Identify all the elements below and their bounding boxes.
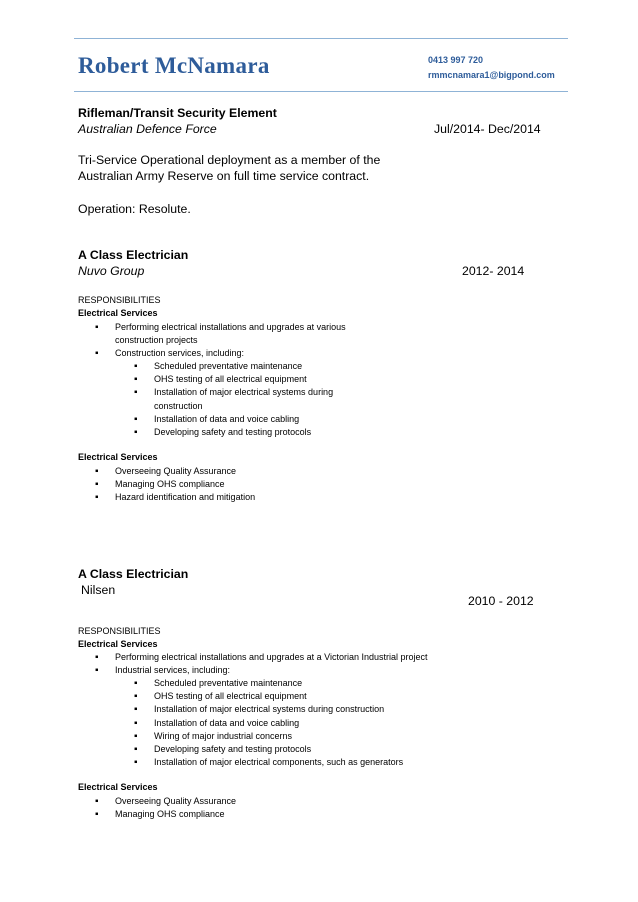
job3-org: Nilsen: [81, 583, 116, 597]
list-item: ▪ Wiring of major industrial concerns: [154, 730, 403, 743]
job2-org: Nuvo Group: [78, 264, 145, 278]
list-item: ▪ Installation of data and voice cabling: [154, 717, 403, 730]
header-top-rule: [74, 38, 568, 39]
list-item: ▪ Developing safety and testing protocols: [154, 743, 403, 756]
job3-dates: 2010 - 2012: [468, 594, 534, 608]
job2-section1-heading: Electrical Services: [78, 308, 158, 318]
list-item: ▪ Performing electrical installations and upgrades at various construction projects: [115, 321, 346, 347]
job3-bullets-sub: [154, 677, 403, 769]
job2-title: A Class Electrician: [78, 248, 189, 262]
list-item: ▪ Hazard identification and mitigation: [115, 491, 255, 504]
job2-section2-heading: Electrical Services: [78, 452, 158, 462]
list-item: ▪ OHS testing of all electrical equipment: [154, 373, 333, 386]
job1-title: Rifleman/Transit Security Element: [78, 106, 277, 120]
list-item: ▪ Industrial services, including:: [115, 664, 428, 677]
job3-responsibilities-heading: RESPONSIBILITIES: [78, 626, 161, 636]
job1-operation: Operation: Resolute.: [78, 202, 191, 216]
job2-dates: 2012- 2014: [462, 264, 525, 278]
job3-bullets-services: [115, 795, 236, 821]
job1-desc-line2: Australian Army Reserve on full time service contract.: [78, 169, 370, 183]
contact-block: [428, 53, 555, 83]
job2-bullets-services: [115, 465, 255, 505]
job1-dates: Jul/2014- Dec/2014: [434, 122, 541, 136]
list-item: ▪ Scheduled preventative maintenance: [154, 360, 333, 373]
list-item: ▪ Overseeing Quality Assurance: [115, 465, 255, 478]
job3-section2-heading: Electrical Services: [78, 782, 158, 792]
job2-bullets-sub: [154, 360, 333, 439]
job2-bullets-main: [115, 321, 346, 361]
list-item: ▪ Construction services, including:: [115, 347, 346, 360]
email-address: rmmcnamara1@bigpond.com: [428, 70, 555, 80]
list-item: ▪ Performing electrical installations and upgrades at a Victorian Industrial project: [115, 651, 428, 664]
list-item: ▪ Developing safety and testing protocols: [154, 426, 333, 439]
job2-responsibilities-heading: RESPONSIBILITIES: [78, 295, 161, 305]
list-item: ▪ Managing OHS compliance: [115, 808, 236, 821]
resume-name: Robert McNamara: [78, 53, 270, 78]
job1-desc-line1: Tri-Service Operational deployment as a member of the: [78, 153, 381, 167]
phone-number: 0413 997 720: [428, 55, 484, 65]
list-item: ▪ Scheduled preventative maintenance: [154, 677, 403, 690]
list-item: ▪ Overseeing Quality Assurance: [115, 795, 236, 808]
list-item: ▪ Installation of major electrical components, such as generators: [154, 756, 403, 769]
list-item: ▪ OHS testing of all electrical equipment: [154, 690, 403, 703]
list-item: ▪ Installation of major electrical systems during construction: [154, 386, 333, 412]
job3-title: A Class Electrician: [78, 567, 189, 581]
job1-org: Australian Defence Force: [78, 122, 217, 136]
list-item: ▪ Installation of data and voice cabling: [154, 413, 333, 426]
job3-bullets-main: [115, 651, 428, 677]
list-item: ▪ Managing OHS compliance: [115, 478, 255, 491]
list-item: ▪ Installation of major electrical systems during construction: [154, 703, 403, 716]
header-bottom-rule: [74, 91, 568, 92]
job3-section1-heading: Electrical Services: [78, 639, 158, 649]
